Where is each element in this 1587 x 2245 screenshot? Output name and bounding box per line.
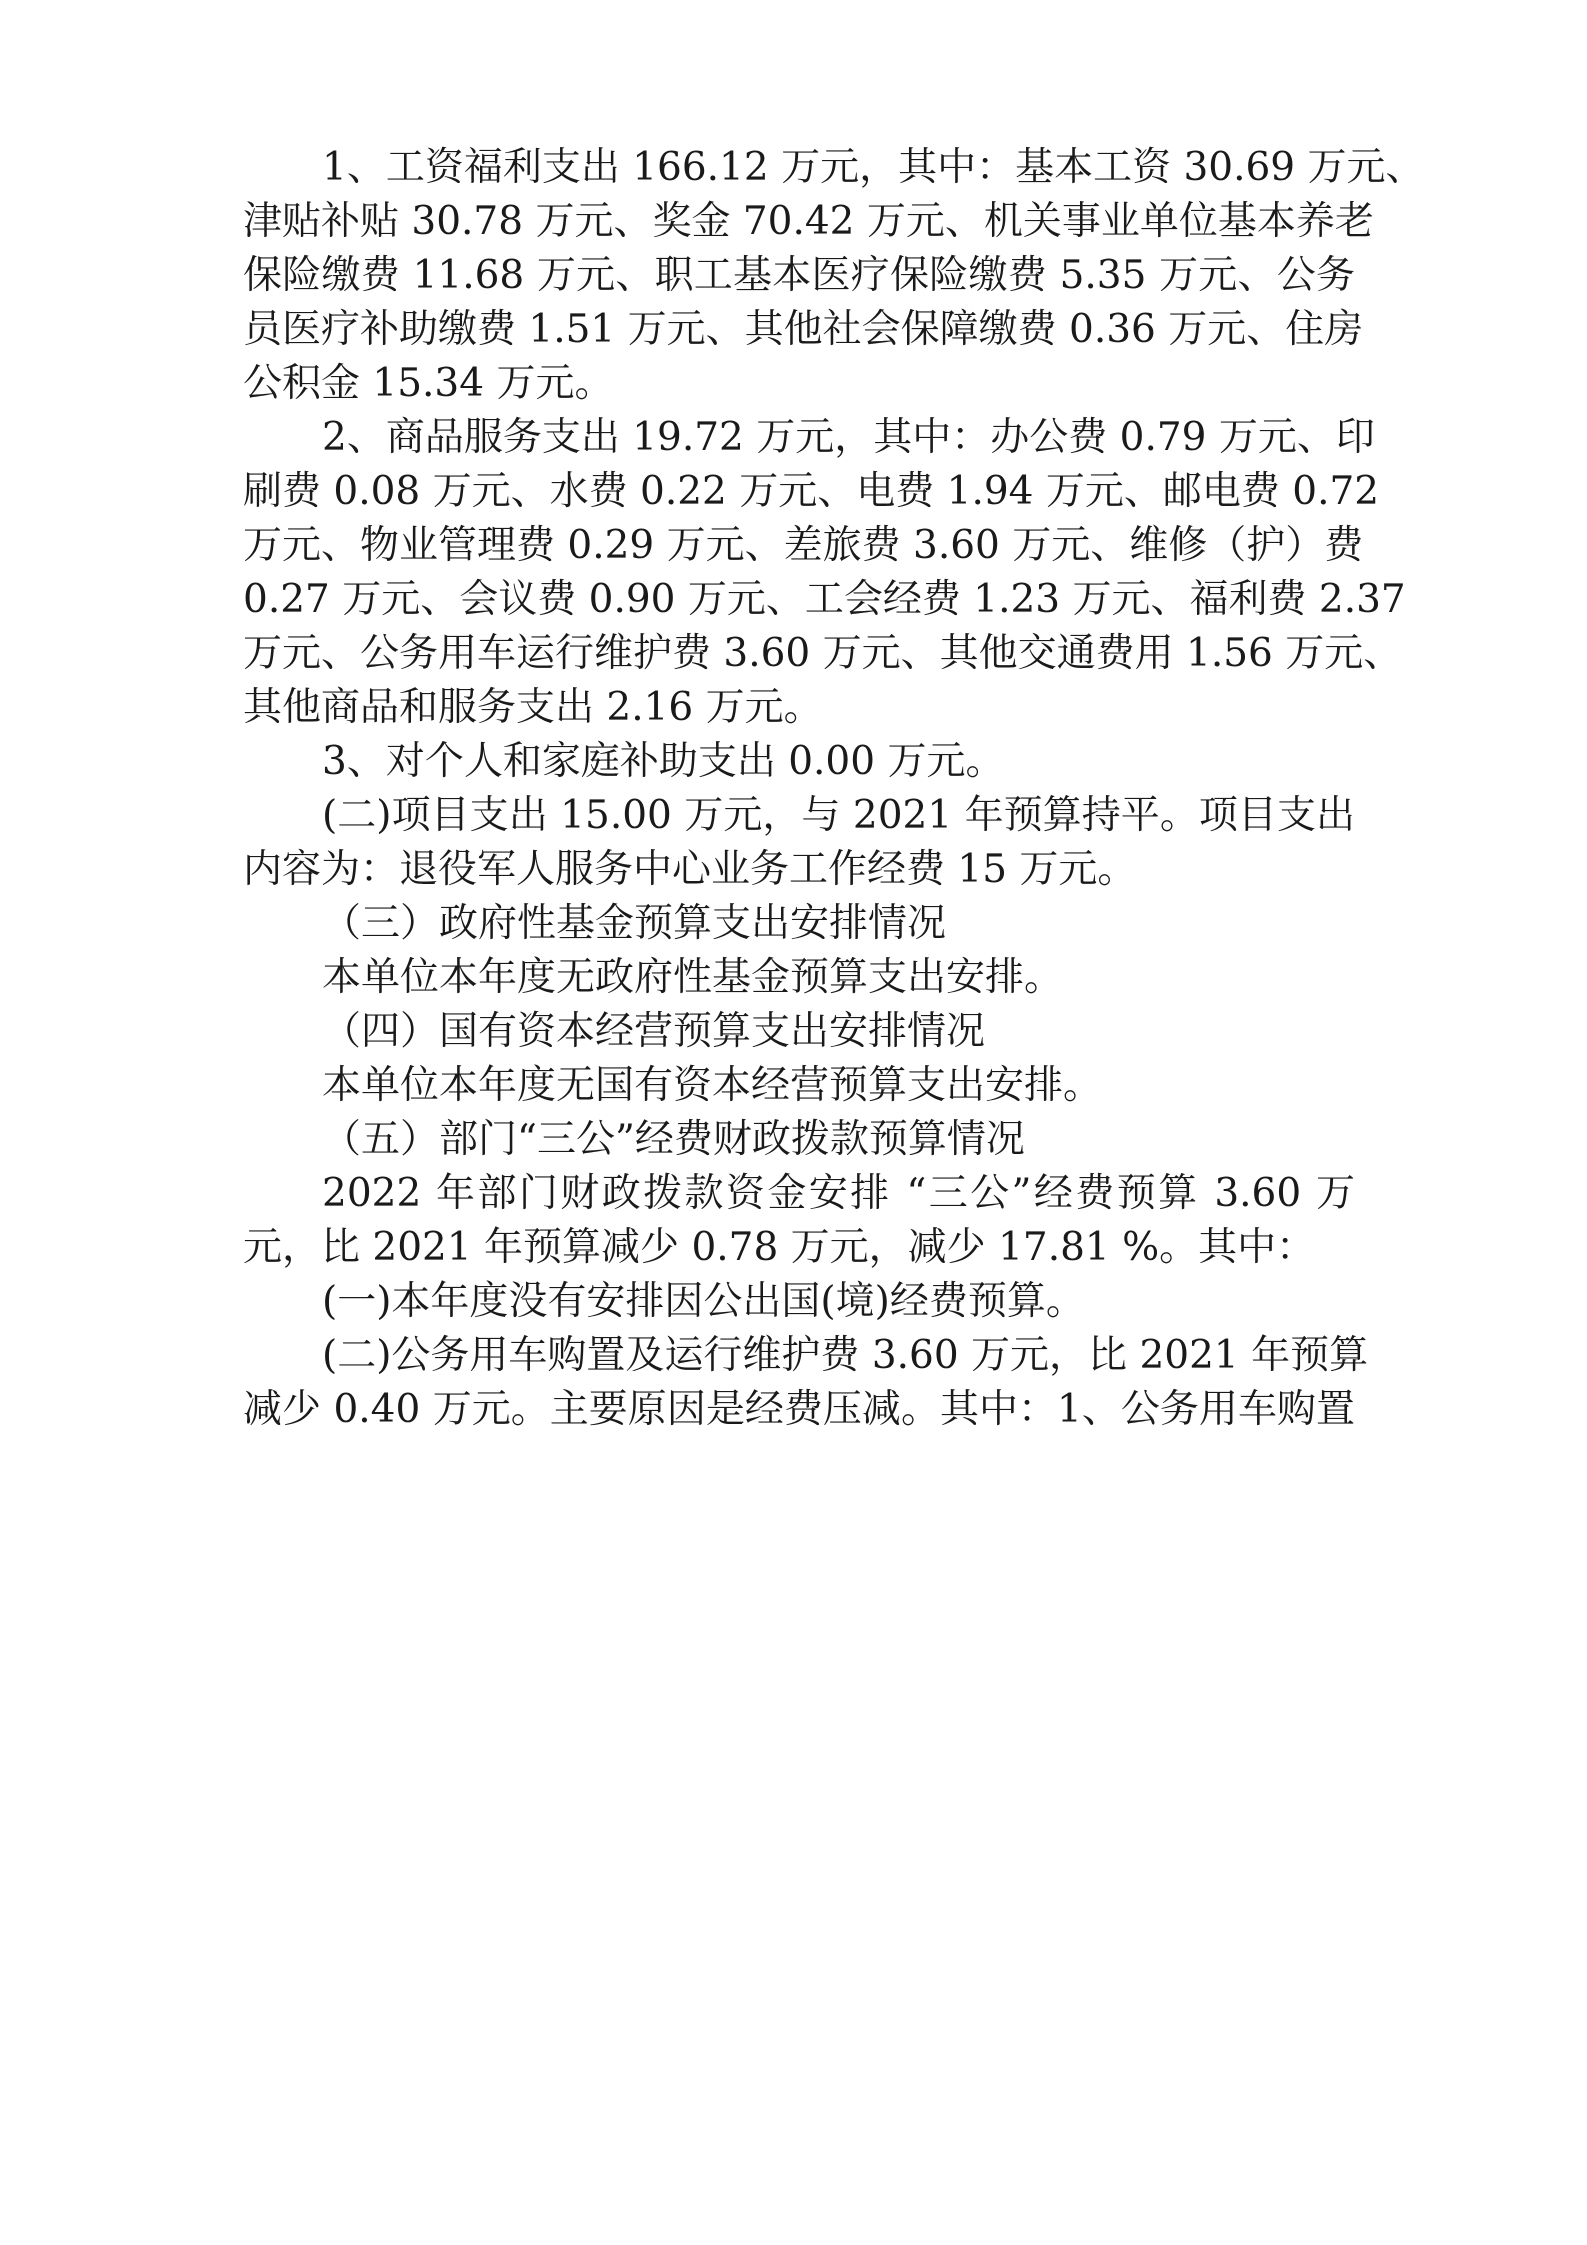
p7-line-1: 2022 年部门财政拨款资金安排 “三公”经费预算 3.60 万 — [322, 1171, 1355, 1216]
p9-line-2: 减少 0.40 万元。主要原因是经费压减。其中：1、公务用车购置 — [243, 1387, 1355, 1432]
p1-line-4: 员医疗补助缴费 1.51 万元、其他社会保障缴费 0.36 万元、住房 — [243, 307, 1364, 352]
p1-line-2: 津贴补贴 30.78 万元、奖金 70.42 万元、机关事业单位基本养老 — [243, 199, 1374, 244]
p2-line-2: 刷费 0.08 万元、水费 0.22 万元、电费 1.94 万元、邮电费 0.72 — [243, 469, 1380, 514]
section-heading-4: （四）国有资本经营预算支出安排情况 — [322, 1009, 986, 1054]
p1-line-1: 1、工资福利支出 166.12 万元，其中：基本工资 30.69 万元、 — [322, 145, 1425, 190]
p1-line-3: 保险缴费 11.68 万元、职工基本医疗保险缴费 5.35 万元、公务 — [243, 253, 1355, 298]
p2-line-6: 其他商品和服务支出 2.16 万元。 — [243, 685, 823, 730]
p2-line-3: 万元、物业管理费 0.29 万元、差旅费 3.60 万元、维修（护）费 — [243, 523, 1364, 568]
p2-line-5: 万元、公务用车运行维护费 3.60 万元、其他交通费用 1.56 万元、 — [243, 631, 1403, 676]
p7-line-2: 元，比 2021 年预算减少 0.78 万元，减少 17.81 %。其中： — [243, 1225, 1316, 1270]
section-heading-5: （五）部门“三公”经费财政拨款预算情况 — [322, 1117, 1025, 1162]
p6-line-1: 本单位本年度无国有资本经营预算支出安排。 — [322, 1063, 1103, 1108]
p5-line-1: 本单位本年度无政府性基金预算支出安排。 — [322, 955, 1064, 1000]
p4-line-2: 内容为：退役军人服务中心业务工作经费 15 万元。 — [243, 847, 1137, 892]
p8-line-1: (一)本年度没有安排因公出国(境)经费预算。 — [322, 1279, 1085, 1324]
p1-line-5: 公积金 15.34 万元。 — [243, 361, 614, 406]
section-heading-3: （三）政府性基金预算支出安排情况 — [322, 901, 947, 946]
p2-line-4: 0.27 万元、会议费 0.90 万元、工会经费 1.23 万元、福利费 2.37 — [243, 577, 1406, 622]
p4-line-1: (二)项目支出 15.00 万元，与 2021 年预算持平。项目支出 — [322, 793, 1355, 838]
p3-line-1: 3、对个人和家庭补助支出 0.00 万元。 — [322, 739, 1005, 784]
p9-line-1: (二)公务用车购置及运行维护费 3.60 万元，比 2021 年预算 — [322, 1333, 1369, 1378]
p2-line-1: 2、商品服务支出 19.72 万元，其中：办公费 0.79 万元、印 — [322, 415, 1375, 460]
